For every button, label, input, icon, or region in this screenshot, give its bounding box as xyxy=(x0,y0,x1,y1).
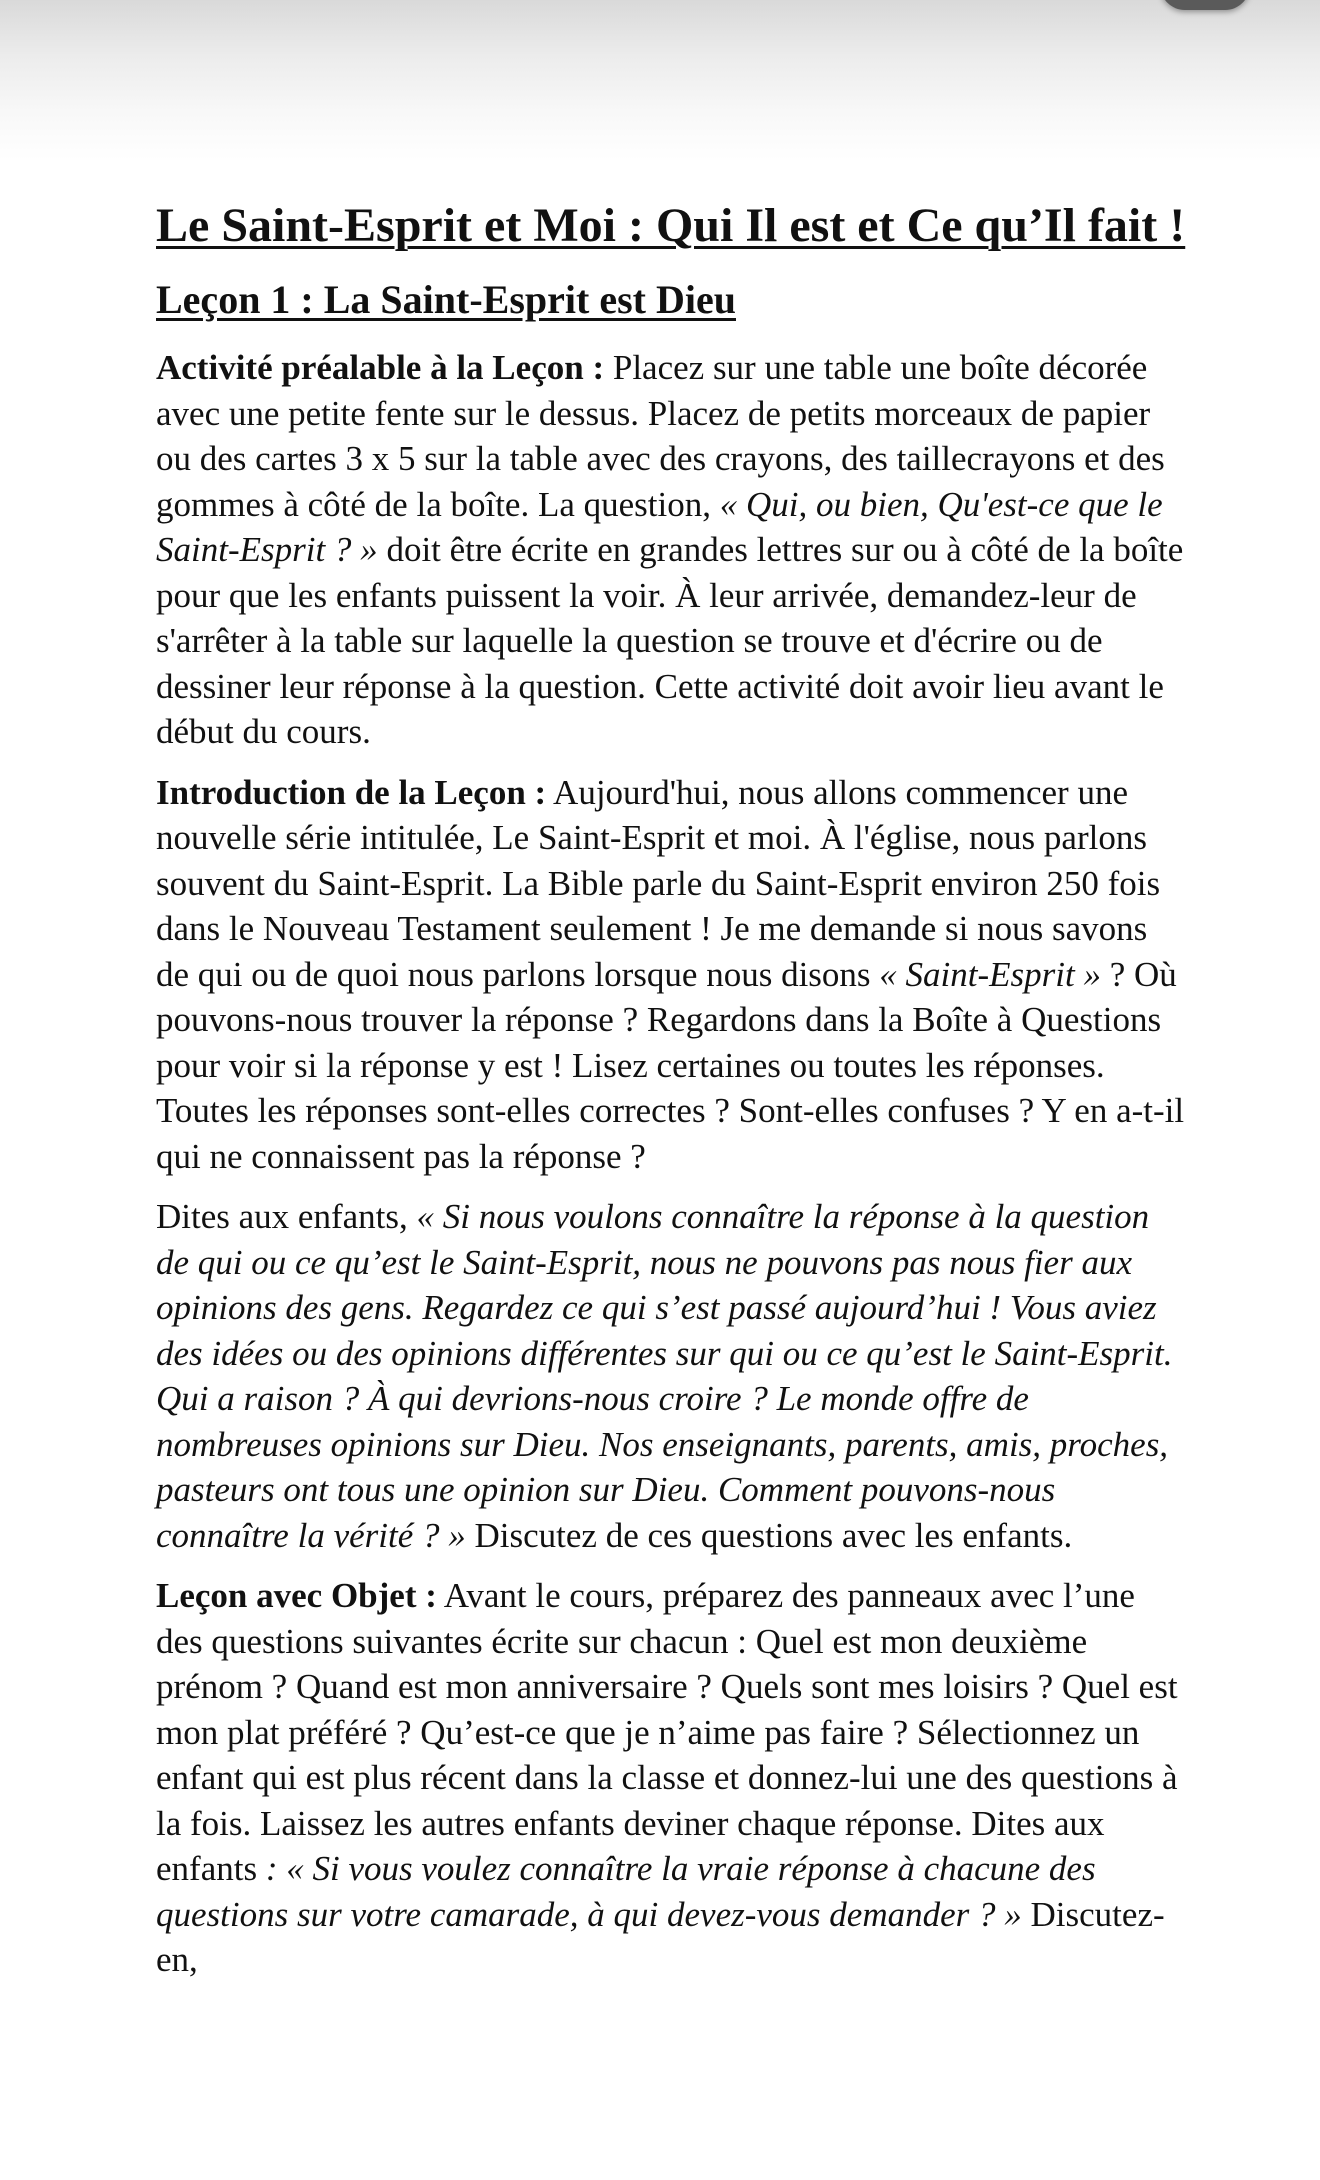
top-shadow xyxy=(0,0,1320,160)
activity-question: « Qui, ou bien, Qu'est-ce que le Saint-Esprit ? » xyxy=(156,484,1163,569)
activity-text-2: doit être écrite en grandes lettres sur ou à côté de la boîte pour que les enfants puissent la voir. À leur arrivée, demandez-leur de s'arrêter à la table sur laquelle la question se trouve et d'écrire ou de dessiner leur réponse à la question. Cette activité doit avoir lieu avant le début du cours. xyxy=(156,530,1184,751)
lesson-heading: Leçon 1 : La Saint-Esprit est Dieu xyxy=(156,277,736,322)
discussion-quote: « Si nous voulons connaître la réponse à la question de qui ou ce qu’est le Saint-Esprit, nous ne pouvons pas nous fier aux opinions des gens. Regardez ce qui s’est passé aujourd’hui ! Vous aviez des idées ou des opinions différentes sur qui ou ce qu’est le Saint-Esprit. Qui a raison ? À qui devrions-nous croire ? Le monde offre de nombreuses opinions sur Dieu. Nos enseignants, parents, amis, proches, pasteurs ont tous une opinion sur Dieu. Comment pouvons-nous connaître la vérité ? » xyxy=(156,1197,1173,1555)
introduction-text-1: Aujourd'hui, nous allons commencer une nouvelle série intitulée, Le Saint-Esprit et moi. À l'église, nous parlons souvent du Saint-Esprit. La Bible parle du Saint-Esprit environ 250 fois dans le Nouveau Testament seulement ! Je me demande si nous savons de qui ou de quoi nous parlons lorsque nous disons xyxy=(156,772,1161,994)
object-lesson-paragraph xyxy=(156,1573,1186,1983)
discussion-paragraph xyxy=(156,1194,1186,1558)
introduction-paragraph xyxy=(156,770,1186,1180)
discussion-text-1: Dites aux enfants, xyxy=(156,1197,417,1236)
document-title: Le Saint-Esprit et Moi : Qui Il est et Ce qu’Il fait ! xyxy=(156,199,1186,252)
activity-text-1: Placez sur une table une boîte décorée avec une petite fente sur le dessus. Placez de petits morceaux de papier ou des cartes 3 x 5 sur la table avec des crayons, des taillecrayons et des gommes à côté de la boîte. La question, xyxy=(156,348,1165,524)
discussion-text-2: Discutez de ces questions avec les enfants. xyxy=(465,1515,1073,1555)
activity-paragraph xyxy=(156,345,1186,755)
object-lesson-text-1: Avant le cours, préparez des panneaux avec l’une des questions suivantes écrite sur chacun : Quel est mon deuxième prénom ? Quand est mon anniversaire ? Quels sont mes loisirs ? Quel est mon plat préféré ? Qu’est-ce que je n’aime pas faire ? Sélectionnez un enfant qui est plus récent dans la classe et donnez-lui une des questions à la fois. Laissez les autres enfants deviner chaque réponse. Dites aux enfants xyxy=(156,1576,1178,1888)
introduction-label: Introduction de la Leçon : xyxy=(156,772,547,812)
introduction-term: « Saint-Esprit » xyxy=(879,954,1101,994)
object-lesson-label: Leçon avec Objet : xyxy=(156,1576,437,1615)
introduction-text-2: ? Où pouvons-nous trouver la réponse ? Regardons dans la Boîte à Questions pour voir si la réponse y est ! Lisez certaines ou toutes les réponses. Toutes les réponses sont-elles correctes ? Sont-elles confuses ? Y en a-t-il qui ne connaissent pas la réponse ? xyxy=(156,954,1185,1176)
object-lesson-text-2: Discutez-en, xyxy=(156,1894,1165,1979)
object-lesson-quote: : « Si vous voulez connaître la vraie réponse à chacune des questions sur votre camarade, à qui devez-vous demander ? » xyxy=(156,1849,1096,1934)
activity-label: Activité préalable à la Leçon : xyxy=(156,348,605,387)
document-body xyxy=(156,195,1186,1998)
